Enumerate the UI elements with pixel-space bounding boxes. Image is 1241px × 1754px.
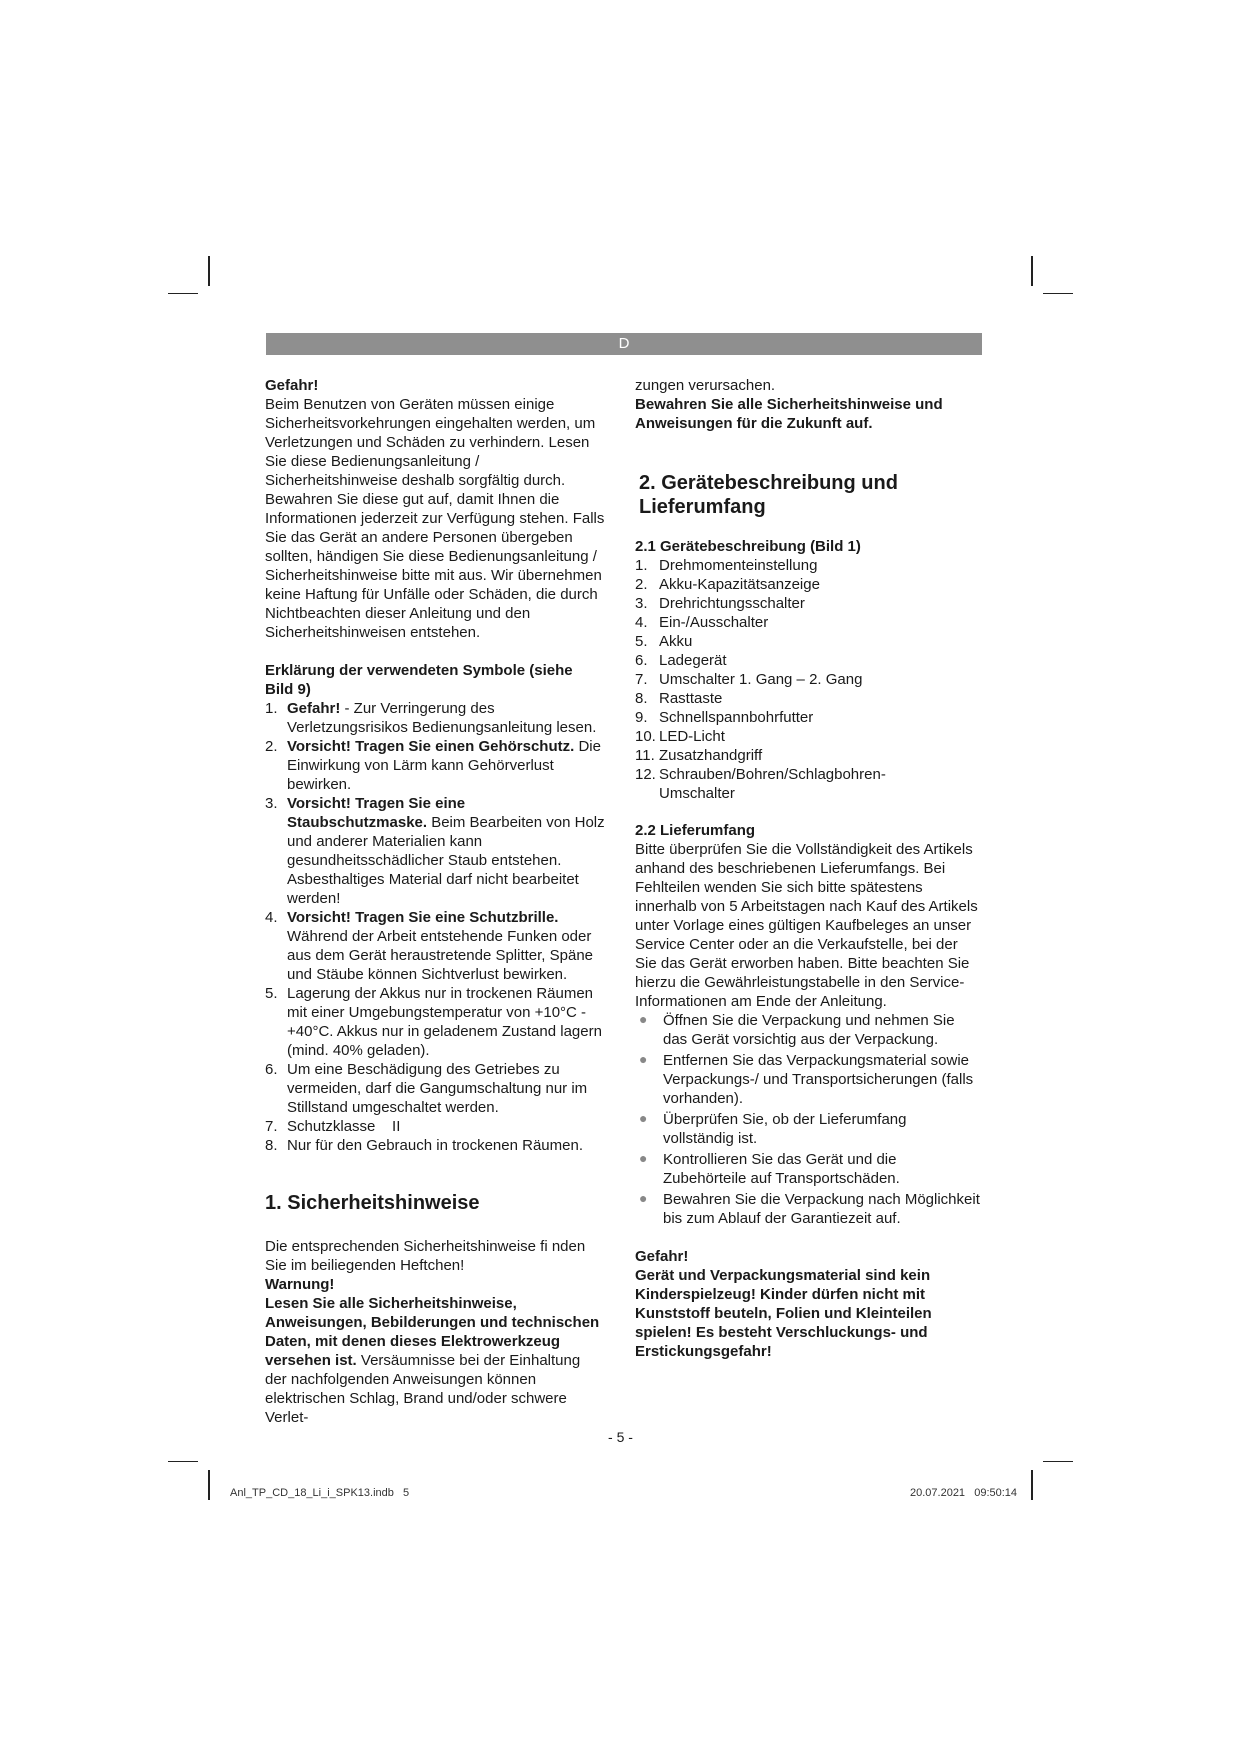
part-item: 11. Zusatzhandgriff <box>635 747 763 764</box>
symbol-item: 7. Schutzklasse II <box>265 1118 401 1135</box>
right-column <box>635 376 980 1361</box>
part-item: 12. Schrauben/Bohren/Schlagbohren-Umschalter <box>635 766 886 802</box>
part-item: 1. Drehmomenteinstellung <box>635 557 818 574</box>
part-item: 6. Ladegerät <box>635 652 727 669</box>
crop-mark-top-left-h <box>168 293 198 294</box>
checklist-item: ● Öffnen Sie die Verpackung und nehmen Sie das Gerät vorsichtig aus der Verpackung. <box>639 1011 955 1048</box>
section-1-title: 1. Sicherheitshinweise <box>265 1192 480 1214</box>
symbols-list <box>265 699 605 1155</box>
intro-paragraph: Beim Benutzen von Geräten müssen einige Sicherheitsvorkehrungen eingehalten werden, um Verletzungen und Schäden zu verhindern. Lesen Sie diese Bedienungsanleitung / Sicherheitshinweise deshalb sorgfältig durch. Bewahren Sie diese gut auf, damit Ihnen die Informationen jederzeit zur Verfügung stehen. Falls Sie das Gerät an andere Personen übergeben sollten, händigen Sie diese Bedienungsanleitung / Sicherheitshinweise bitte mit aus. Wir übernehmen keine Haftung für Unfälle oder Schäden, die durch Nichtbeachten dieser Anleitung und den Sicherheitshinweisen entstehen. <box>265 396 605 641</box>
crop-mark-top-left-v <box>208 256 210 286</box>
crop-mark-top-right-h <box>1043 293 1073 294</box>
delivery-paragraph: Bitte überprüfen Sie die Vollständigkeit des Artikels anhand des beschriebenen Lieferumfangs. Bei Fehlteilen wenden Sie sich bitte spätestens innerhalb von 5 Arbeitstagen nach Kauf des Artikels unter Vorlage eines gültigen Kaufbeleges an unser Service Center oder an die Verkaufstelle, bei der Sie das Gerät erworben haben. Bitte beachten Sie hierzu die Gewährleistungstabelle in den Service-Informationen am Ende der Anleitung. <box>635 841 978 1010</box>
bullet-icon: ● <box>639 1011 648 1027</box>
part-item: 9. Schnellspannbohrfutter <box>635 709 814 726</box>
keep-instructions-note: Bewahren Sie alle Sicherheitshinweise und Anweisungen für die Zukunft auf. <box>635 396 943 432</box>
crop-mark-top-right-v <box>1031 256 1033 286</box>
symbol-item: 1. Gefahr! - Zur Verringerung des Verletzungsrisikos Bedienungsanleitung lesen. <box>265 700 597 736</box>
child-safety-warning: Gerät und Verpackungsmaterial sind kein Kinderspielzeug! Kinder dürfen nicht mit Kunststoff beuteln, Folien und Kleinteilen spielen! Es besteht Verschluckungs- und Erstickungsgefahr! <box>635 1267 932 1360</box>
crop-mark-bottom-left-h <box>168 1461 198 1462</box>
crop-mark-bottom-right-v <box>1031 1470 1033 1500</box>
left-column <box>265 376 605 1427</box>
part-item: 2. Akku-Kapazitätsanzeige <box>635 576 820 593</box>
warning-paragraph: Lesen Sie alle Sicherheitshinweise, Anweisungen, Bebilderungen und technischen Daten, mit denen dieses Elektrowerkzeug versehen ist. Versäumnisse bei der Einhaltung der nachfolgenden Anweisungen können elektrischen Schlag, Brand und/oder schwere Verlet- <box>265 1295 600 1426</box>
bullet-icon: ● <box>639 1150 648 1166</box>
symbol-item: 5. Lagerung der Akkus nur in trockenen Räumen mit einer Umgebungstemperatur von +10°C - +40°C. Akkus nur in geladenem Zustand lagern (mind. 40% geladen). <box>265 985 602 1059</box>
section-2-2-title: 2.2 Lieferumfang <box>635 822 756 839</box>
section-2-title: 2. Gerätebeschreibung und Lieferumfang <box>639 472 898 518</box>
bullet-icon: ● <box>639 1051 648 1067</box>
bullet-icon: ● <box>639 1110 648 1126</box>
part-item: 5. Akku <box>635 633 693 650</box>
part-item: 8. Rasttaste <box>635 690 723 707</box>
danger-heading: Gefahr! <box>265 377 319 394</box>
parts-list <box>635 556 980 803</box>
footer-filename: Anl_TP_CD_18_Li_i_SPK13.indb 5 <box>230 1487 410 1499</box>
continued-text: zungen verursachen. <box>635 377 776 394</box>
warning-label: Warnung! <box>265 1276 335 1293</box>
delivery-checklist <box>635 1011 980 1228</box>
footer-timestamp: 20.07.2021 09:50:14 <box>910 1487 1018 1499</box>
crop-mark-bottom-right-h <box>1043 1461 1073 1462</box>
bullet-icon: ● <box>639 1190 648 1206</box>
part-item: 4. Ein-/Ausschalter <box>635 614 769 631</box>
symbol-item: 4. Vorsicht! Tragen Sie eine Schutzbrille. Während der Arbeit entstehende Funken oder aus dem Gerät heraustretende Splitter, Späne und Stäube können Sichtverlust bewirken. <box>265 909 594 983</box>
symbol-item: 6. Um eine Beschädigung des Getriebes zu vermeiden, darf die Gangumschaltung nur im Stillstand umgeschaltet werden. <box>265 1061 588 1116</box>
safety-notes-text: Die entsprechenden Sicherheitshinweise fi nden Sie im beiliegenden Heftchen! <box>265 1238 586 1274</box>
symbols-heading: Erklärung der verwendeten Symbole (siehe Bild 9) <box>265 662 573 698</box>
symbol-item: 3. Vorsicht! Tragen Sie eine Staubschutzmaske. Beim Bearbeiten von Holz und anderer Materialien kann gesundheitsschädlicher Staub entstehen. Asbesthaltiges Material darf nicht bearbeitet werden! <box>265 795 605 907</box>
checklist-item: ● Kontrollieren Sie das Gerät und die Zubehörteile auf Transportschäden. <box>639 1150 900 1187</box>
section-2-1-title: 2.1 Gerätebeschreibung (Bild 1) <box>635 538 861 555</box>
language-header-bar: D <box>266 333 982 355</box>
part-item: 10. LED-Licht <box>635 728 725 745</box>
page-number: - 5 - <box>608 1429 633 1445</box>
symbol-item: 2. Vorsicht! Tragen Sie einen Gehörschutz. Die Einwirkung von Lärm kann Gehörverlust bewirken. <box>265 738 601 793</box>
checklist-item: ● Entfernen Sie das Verpackungsmaterial sowie Verpackungs-/ und Transportsicherungen (falls vorhanden). <box>639 1051 974 1107</box>
symbol-item: 8. Nur für den Gebrauch in trockenen Räumen. <box>265 1137 583 1154</box>
part-item: 7. Umschalter 1. Gang – 2. Gang <box>635 671 863 688</box>
checklist-item: ● Bewahren Sie die Verpackung nach Möglichkeit bis zum Ablauf der Garantiezeit auf. <box>639 1190 980 1227</box>
crop-mark-bottom-left-v <box>208 1470 210 1500</box>
part-item: 3. Drehrichtungsschalter <box>635 595 805 612</box>
checklist-item: ● Überprüfen Sie, ob der Lieferumfang vollständig ist. <box>639 1110 907 1147</box>
danger-heading-2: Gefahr! <box>635 1248 689 1265</box>
